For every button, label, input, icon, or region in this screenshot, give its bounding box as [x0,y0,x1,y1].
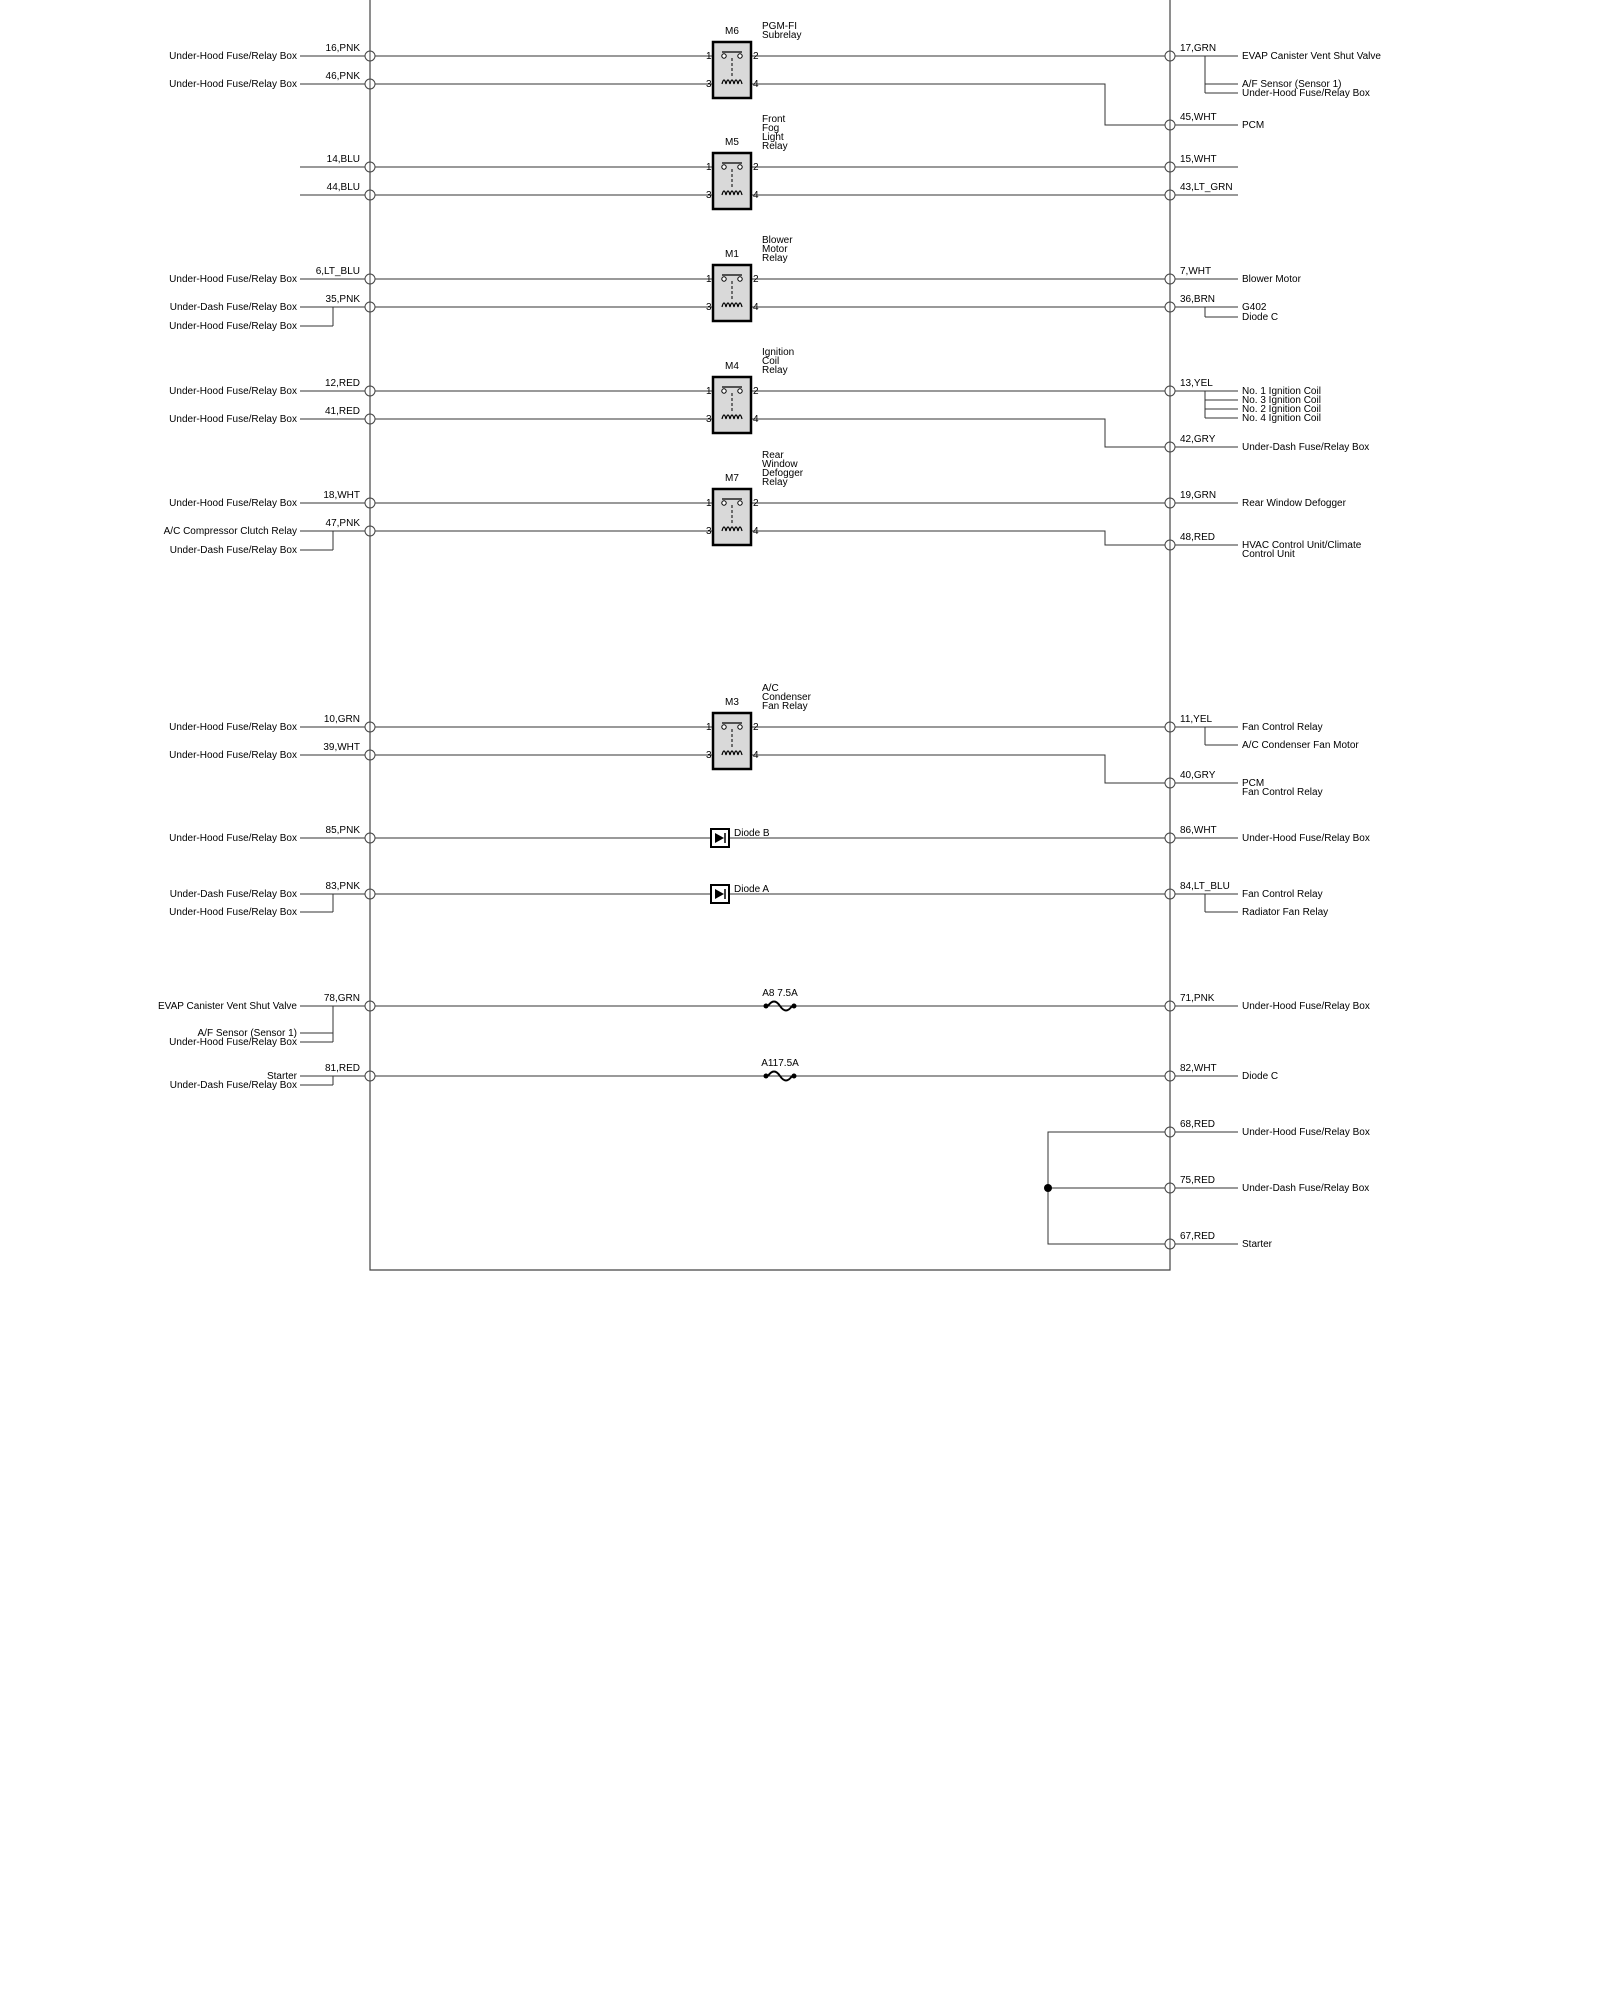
relay-m3-contact-2 [738,725,742,729]
right-terminal-40-dest: PCM [1242,778,1265,789]
relay-m5-name-line: Fog [762,123,780,134]
left-terminal-85-pin: 85,PNK [325,825,360,836]
left-terminal-78-dest: A/F Sensor (Sensor 1) [197,1028,297,1039]
right-terminal-86-pin: 86,WHT [1180,825,1217,836]
relay-m1-contact-1 [722,277,726,281]
right-terminal-48-pin: 48,RED [1180,532,1216,543]
left-terminal-83-pin: 83,PNK [325,881,360,892]
relay-m6-contact-1 [722,54,726,58]
right-terminal-71-dest: Under-Hood Fuse/Relay Box [1242,1001,1370,1012]
relay-m4-name-line: Relay [762,365,788,376]
left-terminal-16-pin: 16,PNK [325,43,360,54]
left-terminal-78-pin: 78,GRN [323,993,360,1004]
right-terminal-82-pin: 82,WHT [1180,1063,1217,1074]
right-terminal-67-pin: 67,RED [1180,1231,1216,1242]
right-terminal-36-dest: G402 [1242,302,1267,313]
right-terminal-42-pin: 42,GRY [1180,434,1216,445]
left-terminal-12-pin: 12,RED [324,378,360,389]
right-terminal-7-pin: 7,WHT [1180,266,1212,277]
right-terminal-84-dest: Radiator Fan Relay [1242,907,1329,918]
relay-m6-pin-2: 2 [753,51,759,62]
left-terminal-47-dest: Under-Dash Fuse/Relay Box [169,545,297,556]
fuse-a8-end-right [792,1004,797,1009]
fuse-a11-label: A117.5A [761,1058,799,1069]
relay-m4-contact-2 [738,389,742,393]
right-terminal-19-dest: Rear Window Defogger [1242,498,1346,509]
left-terminal-81-dest: Under-Dash Fuse/Relay Box [169,1080,297,1091]
relay-m1-pin-1: 1 [706,274,712,285]
left-terminal-35-dest: Under-Dash Fuse/Relay Box [169,302,297,313]
left-terminal-39-dest: Under-Hood Fuse/Relay Box [169,750,297,761]
relay-m4-pin-4: 4 [753,414,759,425]
left-terminal-41-pin: 41,RED [324,406,360,417]
left-terminal-81-dest: Starter [266,1071,297,1082]
relay-m5-name-line: Front [762,114,786,125]
right-terminal-17-dest: Under-Hood Fuse/Relay Box [1242,88,1370,99]
right-terminal-68-dest: Under-Hood Fuse/Relay Box [1242,1127,1370,1138]
right-terminal-75-pin: 75,RED [1180,1175,1216,1186]
right-terminal-17-pin: 17,GRN [1180,43,1217,54]
relay-m5-pin-3: 3 [706,190,712,201]
right-terminal-15-pin: 15,WHT [1180,154,1217,165]
relay-m3-pin-4: 4 [753,750,759,761]
relay-m6-id: M6 [725,26,739,37]
components [706,21,1052,1192]
left-terminal-35-pin: 35,PNK [325,294,360,305]
right-terminal-11-dest: A/C Condenser Fan Motor [1242,740,1359,751]
right-terminal-40-pin: 40,GRY [1180,770,1216,781]
right-terminal-48-dest: HVAC Control Unit/Climate [1242,540,1362,551]
relay-m5-pin-4: 4 [753,190,759,201]
right-terminal-36-dest: Diode C [1242,312,1279,323]
left-terminal-78-dest: Under-Hood Fuse/Relay Box [169,1037,297,1048]
left-terminal-35-dest: Under-Hood Fuse/Relay Box [169,321,297,332]
relay-m5-contact-2 [738,165,742,169]
fuse-a11-end-right [792,1074,797,1079]
relay-m1-name-line: Motor [762,244,788,255]
relay-m3-pin-3: 3 [706,750,712,761]
relay-m1-pin-4: 4 [753,302,759,313]
diode-a-label: Diode A [734,884,770,895]
relay-m6-name-line: Subrelay [762,30,802,41]
wire-m4-4 [732,419,1165,447]
wire-m7-4 [732,531,1165,545]
relay-m7-name-line: Defogger [762,468,804,479]
relay-m3-pin-2: 2 [753,722,759,733]
right-terminal-13-dest: No. 4 Ignition Coil [1242,413,1321,424]
left-terminal-83-dest: Under-Dash Fuse/Relay Box [169,889,297,900]
left-terminal-12-dest: Under-Hood Fuse/Relay Box [169,386,297,397]
relay-m6-name-line: PGM-FI [762,21,797,32]
right-terminal-43-pin: 43,LT_GRN [1180,182,1233,193]
left-terminal-6-pin: 6,LT_BLU [315,266,360,277]
relay-m6-pin-1: 1 [706,51,712,62]
relay-m7-name-line: Window [762,459,798,470]
relay-m1-contact-2 [738,277,742,281]
relay-m4-contact-1 [722,389,726,393]
relay-m5-contact-1 [722,165,726,169]
right-terminal-67-dest: Starter [1242,1239,1273,1250]
wire-m3-4 [732,755,1165,783]
relay-m3-name-line: Condenser [762,692,811,703]
box-outline [370,0,1170,1270]
left-terminal-44-pin: 44,BLU [326,182,360,193]
left-terminal-78-dest: EVAP Canister Vent Shut Valve [158,1001,297,1012]
left-terminal-18-pin: 18,WHT [323,490,360,501]
right-terminal-7-dest: Blower Motor [1242,274,1301,285]
right-terminal-40-dest: Fan Control Relay [1242,787,1323,798]
relay-m5-name-line: Relay [762,141,788,152]
right-terminal-48-dest: Control Unit [1242,549,1295,560]
right-terminal-42-dest: Under-Dash Fuse/Relay Box [1242,442,1370,453]
right-terminal-84-dest: Fan Control Relay [1242,889,1323,900]
right-terminal-17-dest: A/F Sensor (Sensor 1) [1242,79,1342,90]
relay-m7-pin-2: 2 [753,498,759,509]
relay-m1-name-line: Blower [762,235,793,246]
relay-m5-pin-1: 1 [706,162,712,173]
left-terminal-46-pin: 46,PNK [325,71,360,82]
relay-m4-name-line: Ignition [762,347,795,358]
right-terminal-71-pin: 71,PNK [1180,993,1215,1004]
right-terminal-82-dest: Diode C [1242,1071,1279,1082]
relay-m7-pin-3: 3 [706,526,712,537]
right-terminal-17-dest: EVAP Canister Vent Shut Valve [1242,51,1381,62]
diode-b-label: Diode B [734,828,770,839]
right-terminal-13-pin: 13,YEL [1180,378,1213,389]
relay-m4-name-line: Coil [762,356,780,367]
relay-m7-name-line: Relay [762,477,788,488]
right-terminal-45-dest: PCM [1242,120,1265,131]
relay-m7-id: M7 [725,473,739,484]
right-terminal-11-pin: 11,YEL [1180,714,1213,725]
relay-m3-pin-1: 1 [706,722,712,733]
splice-point [1044,1184,1052,1192]
relay-m6-contact-2 [738,54,742,58]
relay-m3-name-line: A/C [762,683,779,694]
fuse-a8-end-left [764,1004,769,1009]
relay-m6-pin-4: 4 [753,79,759,90]
connectors [365,51,1175,1249]
fuse-a8-label: A8 7.5A [762,988,798,999]
left-terminal-83-dest: Under-Hood Fuse/Relay Box [169,907,297,918]
left-terminal-85-dest: Under-Hood Fuse/Relay Box [169,833,297,844]
relay-m3-name-line: Fan Relay [762,701,808,712]
left-terminal-10-pin: 10,GRN [323,714,360,725]
relay-m1-pin-3: 3 [706,302,712,313]
relay-m4-pin-1: 1 [706,386,712,397]
left-terminal-14-pin: 14,BLU [326,154,360,165]
left-terminal-46-dest: Under-Hood Fuse/Relay Box [169,79,297,90]
right-terminal-13-dest: No. 1 Ignition Coil [1242,386,1321,397]
relay-m3-id: M3 [725,697,739,708]
right-terminal-68-pin: 68,RED [1180,1119,1216,1130]
relay-m5-id: M5 [725,137,739,148]
relay-m6-pin-3: 3 [706,79,712,90]
relay-m7-contact-1 [722,501,726,505]
right-terminal-13-dest: No. 3 Ignition Coil [1242,395,1321,406]
right-terminal-86-dest: Under-Hood Fuse/Relay Box [1242,833,1370,844]
relay-m4-pin-2: 2 [753,386,759,397]
left-terminal-16-dest: Under-Hood Fuse/Relay Box [169,51,297,62]
left-terminal-81-pin: 81,RED [324,1063,360,1074]
right-terminal-75-dest: Under-Dash Fuse/Relay Box [1242,1183,1370,1194]
relay-m4-id: M4 [725,361,739,372]
left-terminal-39-pin: 39,WHT [323,742,360,753]
left-terminal-47-dest: A/C Compressor Clutch Relay [163,526,297,537]
fuse-a11-end-left [764,1074,769,1079]
relay-m7-pin-1: 1 [706,498,712,509]
left-terminal-41-dest: Under-Hood Fuse/Relay Box [169,414,297,425]
relay-m1-id: M1 [725,249,739,260]
left-terminal-47-pin: 47,PNK [325,518,360,529]
left-terminal-10-dest: Under-Hood Fuse/Relay Box [169,722,297,733]
right-terminal-19-pin: 19,GRN [1180,490,1217,501]
relay-m4-pin-3: 3 [706,414,712,425]
relay-m5-pin-2: 2 [753,162,759,173]
relay-m7-pin-4: 4 [753,526,759,537]
relay-m3-contact-1 [722,725,726,729]
right-terminal-36-pin: 36,BRN [1180,294,1216,305]
left-terminal-6-dest: Under-Hood Fuse/Relay Box [169,274,297,285]
relay-m1-name-line: Relay [762,253,788,264]
right-terminal-84-pin: 84,LT_BLU [1180,881,1230,892]
relay-m5-name-line: Light [762,132,784,143]
relay-m7-name-line: Rear [762,450,784,461]
relay-m7-contact-2 [738,501,742,505]
relay-m1-pin-2: 2 [753,274,759,285]
left-terminal-18-dest: Under-Hood Fuse/Relay Box [169,498,297,509]
wire-m6-4 [732,84,1165,125]
right-terminal-11-dest: Fan Control Relay [1242,722,1323,733]
right-terminal-45-pin: 45,WHT [1180,112,1217,123]
right-terminal-13-dest: No. 2 Ignition Coil [1242,404,1321,415]
